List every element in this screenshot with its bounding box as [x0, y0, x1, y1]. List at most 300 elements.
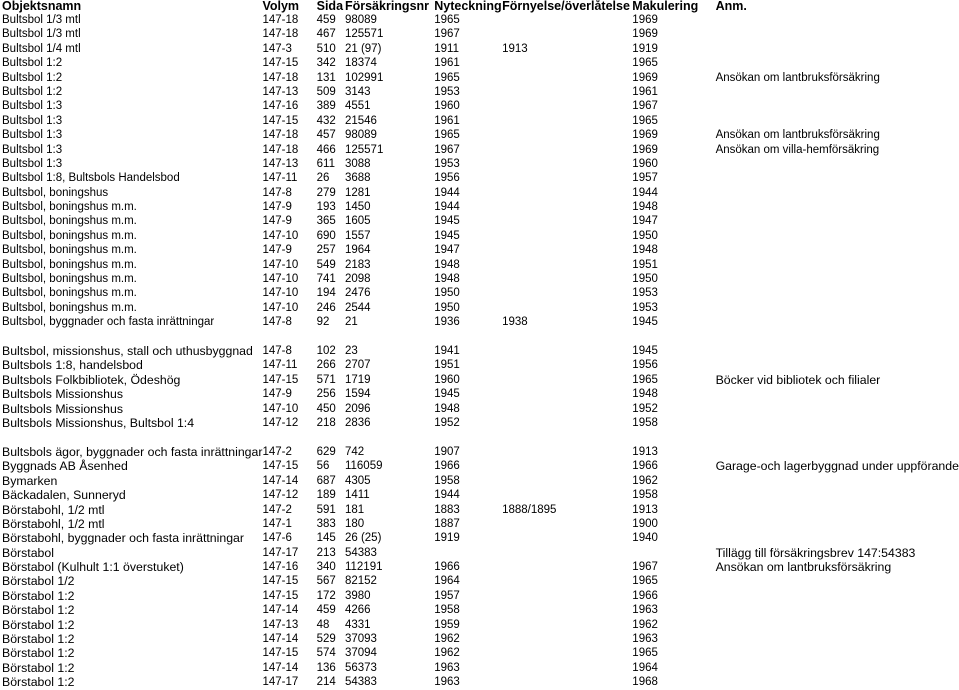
table-row [2, 416, 959, 430]
cell-col-nyteckning: 1965 [434, 71, 460, 84]
cell-col-makulering: 1945 [632, 345, 658, 358]
cell-col-nyteckning: 1958 [434, 474, 460, 487]
table-row [2, 574, 959, 588]
cell-col-makulering: 1969 [632, 14, 658, 26]
cell-col-volym: 147-13 [262, 618, 299, 631]
cell-col-forsakringsnr: 4331 [344, 618, 371, 631]
cell-col-forsakringsnr: 37094 [344, 647, 377, 660]
cell-col-volym: 147-18 [262, 129, 299, 142]
cell-col-anm [716, 589, 959, 603]
cell-col-makulering: 1966 [632, 460, 658, 473]
cell-col-fornyelse [502, 258, 632, 272]
cell-col-nyteckning: 1945 [434, 229, 460, 242]
cell-col-fornyelse [502, 200, 632, 214]
table-row [2, 632, 959, 646]
cell-col-fornyelse [502, 560, 632, 574]
cell-col-nyteckning: 1944 [434, 201, 460, 214]
cell-col-forsakringsnr: 26 (25) [344, 532, 382, 545]
cell-col-makulering: 1948 [632, 388, 658, 401]
cell-col-forsakringsnr: 3688 [344, 172, 371, 185]
cell-col-forsakringsnr: 2183 [344, 258, 371, 271]
cell-col-objektsnamn: Bultsbol 1:8, Bultsbols Handelsbod [2, 172, 180, 185]
cell-col-anm [716, 358, 959, 372]
cell-col-makulering: 1940 [632, 532, 658, 545]
cell-col-volym: 147-12 [262, 489, 299, 502]
cell-col-volym: 147-15 [262, 114, 299, 127]
cell-col-anm [716, 574, 959, 588]
cell-col-nyteckning: 1961 [434, 57, 460, 70]
cell-col-nyteckning: 1948 [434, 402, 460, 415]
cell-col-objektsnamn: Börstabol 1:2 [2, 617, 75, 632]
table-row [2, 243, 959, 257]
cell-col-objektsnamn: Bultsbol, boningshus m.m. [2, 301, 137, 314]
cell-col-forsakringsnr: 4305 [344, 474, 371, 487]
cell-col-makulering: 1967 [632, 561, 658, 574]
cell-col-forsakringsnr: 2098 [344, 273, 371, 286]
cell-col-anm [716, 42, 959, 56]
table-row [2, 503, 959, 517]
cell-col-forsakringsnr: 1605 [344, 215, 371, 228]
cell-col-makulering: 1965 [632, 647, 658, 660]
cell-col-objektsnamn [2, 430, 262, 445]
cell-col-nyteckning: 1941 [434, 345, 460, 358]
cell-col-makulering: 1953 [632, 287, 658, 300]
cell-col-volym: 147-9 [262, 244, 292, 257]
cell-col-nyteckning: 1947 [434, 244, 460, 257]
cell-col-anm [716, 85, 959, 99]
spacer-row [2, 430, 959, 445]
cell-col-makulering: 1965 [632, 114, 658, 127]
cell-col-sida: 629 [316, 445, 336, 458]
cell-col-nyteckning: 1948 [434, 258, 460, 271]
cell-col-forsakringsnr: 1411 [344, 489, 370, 502]
cell-col-makulering: 1961 [632, 85, 658, 98]
cell-col-volym: 147-8 [262, 186, 292, 199]
cell-col-anm: Ansökan om villa-hemförsäkring [715, 143, 880, 156]
cell-col-nyteckning: 1907 [434, 445, 460, 458]
cell-col-nyteckning: 1945 [434, 215, 460, 228]
cell-col-anm: Ansökan om lantbruksförsäkring [715, 71, 880, 84]
cell-col-volym: 147-11 [262, 172, 298, 185]
cell-col-anm: Böcker vid bibliotek och filialer [715, 372, 881, 387]
cell-col-objektsnamn: Bultsbols Missionshus, Bultsbol 1:4 [2, 416, 195, 431]
cell-col-sida: 56 [316, 460, 330, 473]
cell-col-anm: Tillägg till försäkringsbrev 147:54383 [715, 545, 916, 560]
cell-col-anm [716, 646, 959, 660]
table-row [2, 42, 959, 56]
cell-col-anm [716, 114, 959, 128]
cell-col-forsakringsnr: 125571 [344, 143, 384, 156]
cell-col-objektsnamn: Bultsbols Missionshus [2, 401, 123, 416]
cell-col-forsakringsnr [345, 330, 434, 345]
cell-col-nyteckning: 1936 [434, 316, 460, 329]
cell-col-forsakringsnr: 181 [344, 503, 365, 516]
cell-col-sida: 459 [316, 604, 336, 617]
table-row [2, 445, 959, 459]
cell-col-forsakringsnr: 1594 [344, 388, 371, 401]
cell-col-volym: 147-15 [262, 647, 299, 660]
cell-col-fornyelse [502, 517, 632, 531]
cell-col-volym: 147-18 [262, 14, 299, 26]
cell-col-objektsnamn: Bultsbol, boningshus m.m. [2, 287, 137, 300]
table-row [2, 387, 959, 401]
cell-col-volym: 147-11 [262, 359, 298, 372]
cell-col-nyteckning: 1963 [434, 661, 460, 674]
cell-col-fornyelse [502, 402, 632, 416]
cell-col-anm [716, 387, 959, 401]
cell-col-objektsnamn: Bultsbol, boningshus [2, 186, 109, 199]
cell-col-anm [716, 243, 959, 257]
cell-col-objektsnamn: Bultsbols Folkbibliotek, Ödeshög [2, 372, 181, 387]
cell-col-makulering: 1963 [632, 633, 658, 646]
cell-col-objektsnamn: Börstabohl, 1/2 mtl [2, 502, 105, 517]
cell-col-forsakringsnr: 125571 [344, 28, 384, 41]
table-row [2, 143, 959, 157]
table-row [2, 373, 959, 387]
cell-col-makulering: 1965 [632, 575, 658, 588]
cell-col-makulering: 1944 [632, 186, 658, 199]
cell-col-fornyelse [502, 186, 632, 200]
cell-col-fornyelse [502, 589, 632, 603]
table-row [2, 286, 959, 300]
cell-col-volym: 147-8 [262, 345, 292, 358]
cell-col-objektsnamn: Börstabohl, 1/2 mtl [2, 516, 105, 531]
cell-col-anm: Ansökan om lantbruksförsäkring [715, 129, 880, 142]
cell-col-objektsnamn: Börstabohl, byggnader och fasta inrättningar [2, 531, 244, 546]
cell-col-objektsnamn: Bultsbol, byggnader och fasta inrättningar [2, 316, 215, 329]
cell-col-forsakringsnr: 21 [344, 316, 358, 329]
cell-col-fornyelse: 1913 [502, 42, 528, 55]
cell-col-forsakringsnr: 1281 [344, 186, 371, 199]
cell-col-objektsnamn: Börstabol 1:2 [2, 632, 75, 647]
cell-col-fornyelse [502, 646, 632, 660]
table-row [2, 114, 959, 128]
cell-col-sida: 432 [316, 114, 336, 127]
cell-col-objektsnamn: Bultsbol 1/3 mtl [2, 28, 81, 41]
cell-col-objektsnamn: Börstabol 1/2 [2, 574, 75, 589]
cell-col-makulering: 1900 [632, 517, 658, 530]
cell-col-fornyelse [502, 618, 632, 632]
cell-col-objektsnamn: Bultsbol, boningshus m.m. [2, 201, 137, 214]
cell-col-volym: 147-17 [262, 546, 299, 559]
cell-col-fornyelse [502, 358, 632, 372]
cell-col-sida: 450 [316, 402, 336, 415]
cell-col-makulering: 1963 [632, 604, 658, 617]
cell-col-objektsnamn: Börstabol 1:2 [2, 588, 75, 603]
cell-col-fornyelse [502, 344, 632, 358]
cell-col-volym: 147-15 [262, 460, 299, 473]
cell-col-objektsnamn: Bultsbols 1:8, handelsbod [2, 358, 143, 373]
cell-col-sida: 256 [316, 388, 336, 401]
cell-col-nyteckning: 1919 [434, 532, 460, 545]
cell-col-sida: 26 [316, 172, 330, 185]
cell-col-sida: 246 [316, 301, 336, 314]
cell-col-anm [716, 13, 959, 27]
cell-col-sida: 172 [316, 589, 336, 602]
cell-col-volym: 147-8 [262, 316, 292, 329]
cell-col-anm [716, 517, 959, 531]
cell-col-fornyelse [502, 143, 632, 157]
cell-col-makulering: 1948 [632, 244, 658, 257]
cell-col-fornyelse [502, 531, 632, 545]
cell-col-forsakringsnr: 18374 [344, 57, 377, 70]
cell-col-fornyelse [502, 301, 632, 315]
cell-col-forsakringsnr: 21546 [344, 114, 377, 127]
cell-col-volym: 147-16 [262, 100, 299, 113]
cell-col-forsakringsnr: 98089 [344, 129, 377, 142]
cell-col-sida: 102 [316, 345, 336, 358]
cell-col-sida: 189 [316, 489, 336, 502]
cell-col-sida: 459 [316, 14, 336, 26]
cell-col-fornyelse [502, 286, 632, 300]
cell-col-volym [262, 430, 316, 445]
cell-col-objektsnamn: Bultsbol 1/4 mtl [2, 42, 81, 55]
cell-col-makulering: 1913 [632, 445, 658, 458]
cell-col-nyteckning: 1966 [434, 460, 460, 473]
cell-col-nyteckning: 1967 [434, 28, 460, 41]
cell-col-makulering: 1969 [632, 143, 658, 156]
cell-col-objektsnamn: Bultsbol 1:3 [2, 100, 63, 113]
cell-col-sida: 214 [316, 676, 336, 689]
table-row [2, 258, 959, 272]
cell-col-anm [716, 430, 959, 445]
cell-col-fornyelse [502, 603, 632, 617]
cell-col-anm [716, 286, 959, 300]
cell-col-nyteckning [434, 546, 502, 560]
cell-col-sida: 611 [316, 157, 335, 170]
cell-col-makulering [632, 330, 715, 345]
cell-col-sida: 574 [316, 647, 336, 660]
cell-col-volym: 147-9 [262, 388, 292, 401]
header-col-forsakringsnr: Försäkringsnr [344, 0, 430, 13]
table-row [2, 344, 959, 358]
cell-col-anm [716, 618, 959, 632]
header-col-makulering: Makulering [632, 0, 699, 13]
cell-col-objektsnamn: Bultsbol, boningshus m.m. [2, 273, 137, 286]
cell-col-makulering: 1952 [632, 402, 658, 415]
table-row [2, 315, 959, 329]
cell-col-nyteckning: 1962 [434, 647, 460, 660]
cell-col-nyteckning: 1951 [434, 359, 460, 372]
cell-col-makulering: 1965 [632, 57, 658, 70]
table-row [2, 56, 959, 70]
cell-col-nyteckning: 1911 [434, 42, 459, 55]
cell-col-forsakringsnr: 3088 [344, 157, 371, 170]
header-col-objektsnamn: Objektsnamn [2, 0, 82, 13]
header-col-anm: Anm. [715, 0, 747, 13]
cell-col-makulering: 1966 [632, 589, 658, 602]
cell-col-objektsnamn: Bultsbol, boningshus m.m. [2, 244, 137, 257]
cell-col-nyteckning: 1965 [434, 14, 460, 26]
cell-col-objektsnamn: Börstabol 1:2 [2, 660, 75, 675]
table-row [2, 27, 959, 41]
cell-col-objektsnamn: Bymarken [2, 473, 58, 488]
table-row [2, 531, 959, 545]
cell-col-fornyelse [502, 387, 632, 401]
cell-col-makulering: 1962 [632, 618, 658, 631]
cell-col-sida: 383 [316, 517, 336, 530]
cell-col-fornyelse [502, 157, 632, 171]
cell-col-anm [716, 315, 959, 329]
cell-col-volym: 147-2 [262, 445, 292, 458]
cell-col-sida: 340 [316, 561, 336, 574]
cell-col-sida: 571 [316, 373, 336, 386]
cell-col-objektsnamn: Bultsbols Missionshus [2, 387, 123, 402]
cell-col-objektsnamn: Bultsbol, boningshus m.m. [2, 258, 137, 271]
cell-col-makulering: 1956 [632, 359, 658, 372]
cell-col-sida: 466 [316, 143, 336, 156]
cell-col-objektsnamn: Bultsbol 1:3 [2, 114, 63, 127]
cell-col-forsakringsnr: 56373 [344, 661, 377, 674]
cell-col-anm [716, 503, 959, 517]
cell-col-makulering: 1919 [632, 42, 658, 55]
table-row [2, 85, 959, 99]
cell-col-fornyelse [502, 85, 632, 99]
cell-col-fornyelse [502, 27, 632, 41]
cell-col-anm [716, 531, 959, 545]
cell-col-fornyelse [502, 675, 632, 689]
cell-col-objektsnamn: Bultsbols ägor, byggnader och fasta inrättningar [2, 444, 263, 459]
cell-col-makulering: 1947 [632, 215, 658, 228]
cell-col-forsakringsnr: 742 [344, 445, 365, 458]
cell-col-volym: 147-6 [262, 532, 292, 545]
cell-col-anm [716, 186, 959, 200]
cell-col-anm [716, 632, 959, 646]
cell-col-objektsnamn: Börstabol (Kulhult 1:1 överstuket) [2, 560, 184, 575]
cell-col-fornyelse [502, 430, 632, 445]
cell-col-makulering: 1969 [632, 129, 658, 142]
table-row [2, 402, 959, 416]
cell-col-anm [716, 258, 959, 272]
cell-col-forsakringsnr: 1719 [344, 373, 371, 386]
cell-col-objektsnamn: Bultsbol 1:3 [2, 157, 63, 170]
cell-col-nyteckning: 1950 [434, 287, 460, 300]
header-col-volym: Volym [262, 0, 300, 13]
cell-col-sida: 131 [316, 71, 336, 84]
cell-col-sida: 467 [316, 28, 336, 41]
cell-col-sida: 48 [316, 618, 330, 631]
cell-col-fornyelse [502, 171, 632, 185]
cell-col-objektsnamn: Bultsbol, missionshus, stall och uthusbyggnad [2, 344, 253, 359]
cell-col-anm [716, 229, 959, 243]
insurance-register-table [2, 0, 959, 690]
cell-col-sida: 549 [316, 258, 336, 271]
header-row [2, 0, 959, 13]
cell-col-anm [716, 272, 959, 286]
cell-col-sida: 92 [316, 316, 330, 329]
cell-col-forsakringsnr: 2836 [344, 417, 371, 430]
cell-col-nyteckning: 1960 [434, 100, 460, 113]
header-col-sida: Sida [316, 0, 344, 13]
table-row [2, 646, 959, 660]
cell-col-anm [716, 330, 959, 345]
cell-col-forsakringsnr: 2707 [344, 359, 371, 372]
cell-col-objektsnamn: Bultsbol 1/3 mtl [2, 14, 81, 26]
cell-col-volym: 147-9 [262, 215, 292, 228]
table-row [2, 560, 959, 574]
cell-col-anm [716, 157, 959, 171]
cell-col-objektsnamn: Börstabol 1:2 [2, 675, 75, 690]
cell-col-fornyelse [502, 488, 632, 502]
cell-col-nyteckning [434, 330, 502, 345]
cell-col-anm [716, 603, 959, 617]
cell-col-forsakringsnr: 180 [344, 517, 365, 530]
cell-col-forsakringsnr: 4266 [344, 604, 371, 617]
cell-col-makulering: 1968 [632, 676, 658, 689]
cell-col-nyteckning: 1887 [434, 517, 460, 530]
cell-col-volym: 147-10 [262, 258, 299, 271]
cell-col-sida: 529 [316, 633, 336, 646]
cell-col-volym: 147-18 [262, 28, 299, 41]
cell-col-fornyelse [502, 661, 632, 675]
cell-col-forsakringsnr: 37093 [344, 633, 377, 646]
table-row [2, 661, 959, 675]
cell-col-volym: 147-10 [262, 402, 299, 415]
cell-col-sida: 136 [316, 661, 336, 674]
cell-col-volym: 147-1 [262, 517, 292, 530]
table-row [2, 517, 959, 531]
cell-col-volym: 147-9 [262, 201, 292, 214]
cell-col-nyteckning: 1944 [434, 489, 460, 502]
cell-col-forsakringsnr: 2096 [344, 402, 371, 415]
cell-col-volym: 147-14 [262, 474, 299, 487]
spacer-row [2, 330, 959, 345]
cell-col-volym: 147-12 [262, 417, 299, 430]
cell-col-makulering: 1969 [632, 71, 658, 84]
cell-col-makulering: 1958 [632, 489, 658, 502]
cell-col-fornyelse [502, 128, 632, 142]
cell-col-volym: 147-14 [262, 633, 299, 646]
cell-col-anm [716, 344, 959, 358]
table-row [2, 358, 959, 372]
cell-col-sida: 389 [316, 100, 336, 113]
table-row [2, 157, 959, 171]
cell-col-anm [716, 171, 959, 185]
cell-col-volym: 147-16 [262, 561, 299, 574]
cell-col-volym: 147-13 [262, 85, 299, 98]
cell-col-anm: Ansökan om lantbruksförsäkring [715, 560, 892, 575]
table-row [2, 589, 959, 603]
cell-col-volym: 147-10 [262, 287, 299, 300]
cell-col-makulering: 1913 [632, 503, 658, 516]
cell-col-volym: 147-3 [262, 42, 292, 55]
cell-col-makulering: 1953 [632, 301, 658, 314]
cell-col-nyteckning: 1962 [434, 633, 460, 646]
table-row [2, 229, 959, 243]
table-body [2, 13, 959, 690]
cell-col-makulering: 1951 [632, 258, 658, 271]
header-col-nyteckning: Nyteckning [434, 0, 502, 13]
cell-col-sida [317, 330, 345, 345]
cell-col-volym: 147-14 [262, 661, 299, 674]
cell-col-forsakringsnr: 82152 [344, 575, 377, 588]
cell-col-objektsnamn: Bultsbol, boningshus m.m. [2, 215, 137, 228]
cell-col-sida: 194 [316, 287, 336, 300]
cell-col-nyteckning: 1963 [434, 676, 460, 689]
cell-col-fornyelse [502, 214, 632, 228]
cell-col-objektsnamn: Börstabol [2, 545, 54, 560]
cell-col-volym: 147-13 [262, 157, 299, 170]
cell-col-sida: 145 [316, 532, 336, 545]
cell-col-sida: 510 [316, 42, 336, 55]
cell-col-makulering: 1967 [632, 100, 658, 113]
cell-col-fornyelse [502, 99, 632, 113]
table-row [2, 618, 959, 632]
cell-col-forsakringsnr: 98089 [344, 14, 377, 26]
table-row [2, 675, 959, 689]
cell-col-volym: 147-15 [262, 575, 299, 588]
cell-col-makulering: 1969 [632, 28, 658, 41]
